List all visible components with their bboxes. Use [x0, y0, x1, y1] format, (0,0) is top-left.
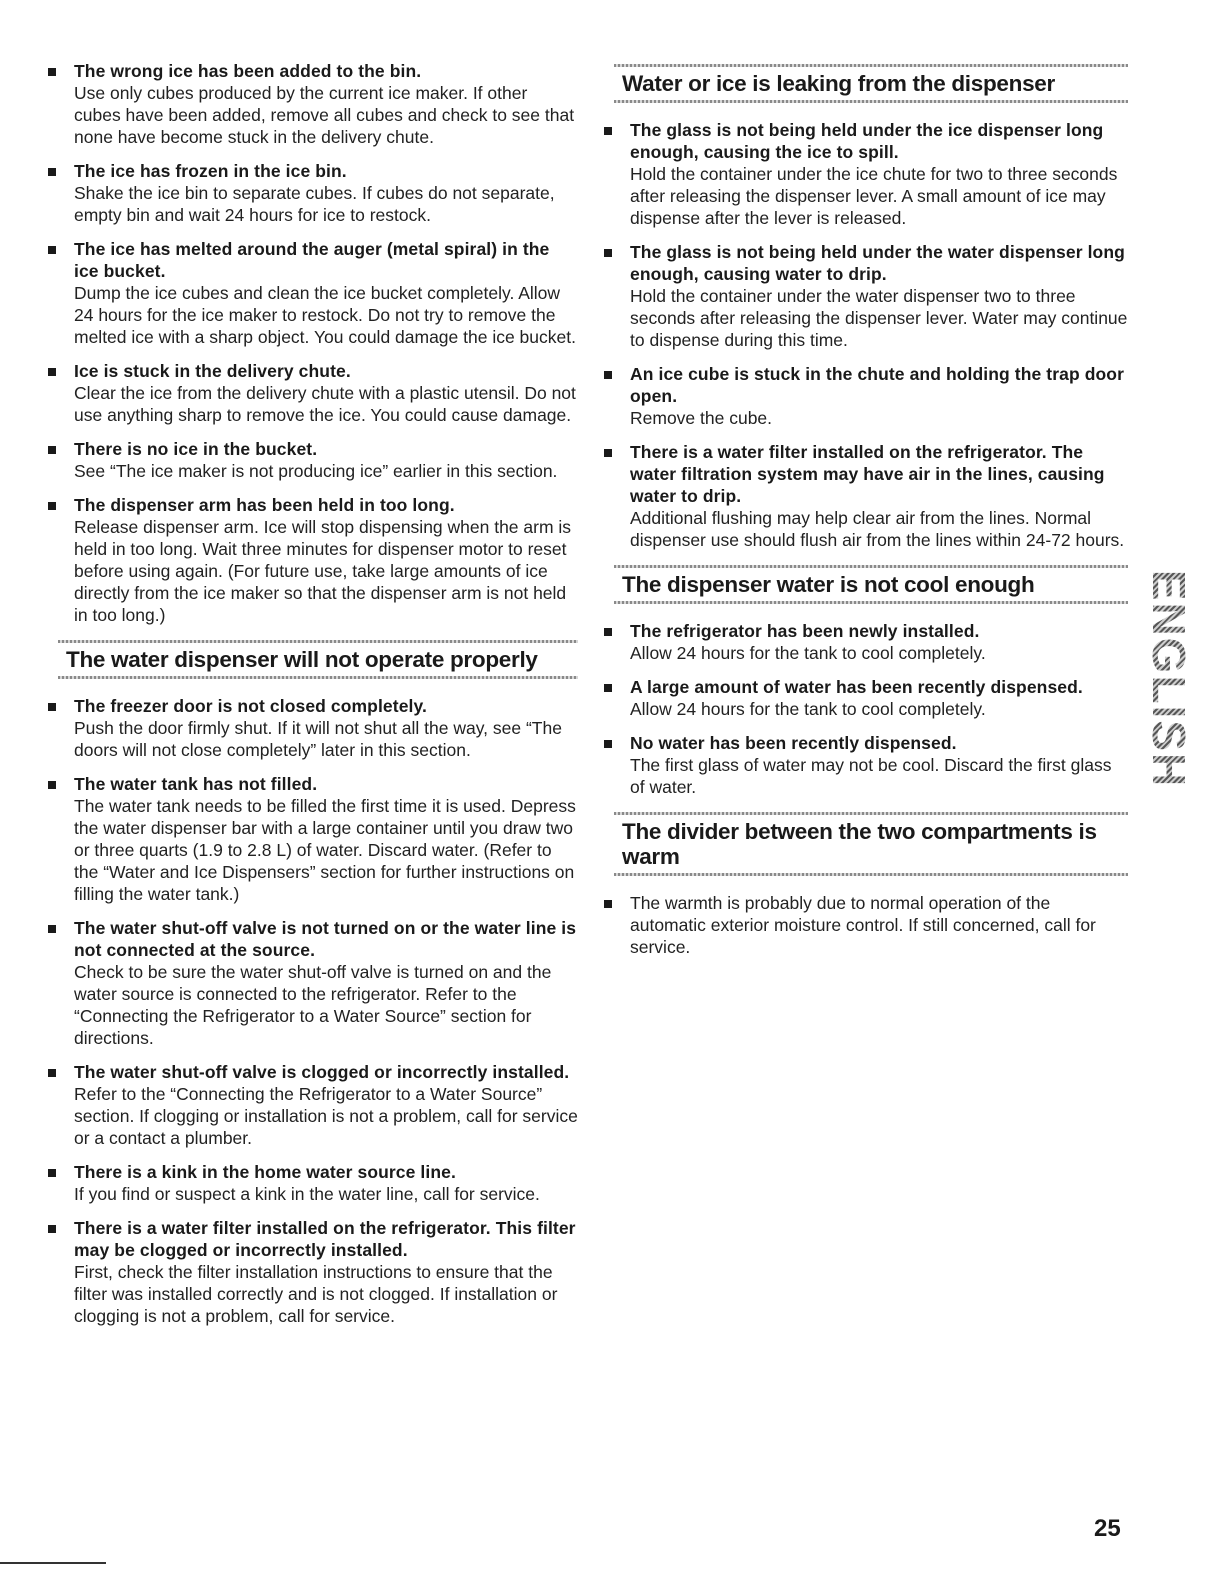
bullet-icon	[604, 449, 612, 457]
item-title: A large amount of water has been recently dispensed.	[630, 677, 1083, 697]
item-body: Hold the container under the ice chute for two to three seconds after releasing the dispenser lever. A small amount of ice may dispense after the lever is released.	[630, 164, 1118, 228]
item-title: There is no ice in the bucket.	[74, 439, 318, 459]
list-item	[48, 773, 578, 905]
section-header	[604, 64, 1128, 103]
section-header	[48, 640, 578, 679]
list-item	[604, 676, 1128, 720]
item-body: Refer to the “Connecting the Refrigerator to a Water Source” section. If clogging or installation is not a problem, call for service or a contact a plumber.	[74, 1084, 578, 1148]
list-item	[48, 60, 578, 148]
item-title: There is a water filter installed on the refrigerator. The water filtration system may have air in the lines, causing water to drip.	[630, 442, 1105, 506]
language-tab	[1143, 568, 1195, 790]
bullet-icon	[48, 446, 56, 454]
list-item	[48, 695, 578, 761]
bullet-icon	[604, 249, 612, 257]
list-item	[48, 438, 578, 482]
bullet-icon	[604, 127, 612, 135]
bullet-icon	[48, 925, 56, 933]
section-rule	[614, 100, 1128, 103]
item-body: Dump the ice cubes and clean the ice bucket completely. Allow 24 hours for the ice maker to restock. Do not try to remove the melted ice with a sharp object. You could damage the ice bucket.	[74, 283, 576, 347]
bullet-icon	[48, 68, 56, 76]
item-title: The water tank has not filled.	[74, 774, 318, 794]
bullet-icon	[48, 1225, 56, 1233]
item-body: See “The ice maker is not producing ice” earlier in this section.	[74, 461, 558, 481]
list-item	[48, 238, 578, 348]
bullet-icon	[604, 900, 612, 908]
bullet-icon	[48, 781, 56, 789]
item-title: Ice is stuck in the delivery chute.	[74, 361, 351, 381]
section-header	[604, 565, 1128, 604]
item-title: The water shut-off valve is clogged or incorrectly installed.	[74, 1062, 570, 1082]
item-body: Check to be sure the water shut-off valve is turned on and the water source is connected to the refrigerator. Refer to the “Connecting the Refrigerator to a Water Source” section for directions.	[74, 962, 552, 1048]
list-item	[604, 441, 1128, 551]
list-item	[604, 892, 1128, 958]
bullet-icon	[604, 371, 612, 379]
item-title: The glass is not being held under the water dispenser long enough, causing water to drip.	[630, 242, 1125, 284]
bullet-icon	[48, 502, 56, 510]
item-body: The first glass of water may not be cool. Discard the first glass of water.	[630, 755, 1112, 797]
list-item	[48, 1217, 578, 1327]
list-item	[48, 494, 578, 626]
section-title: The dispenser water is not cool enough	[622, 572, 1035, 597]
list-item	[604, 732, 1128, 798]
section-rule	[614, 873, 1128, 876]
section-title: The divider between the two compartments is warm	[622, 819, 1097, 869]
item-title: The ice has melted around the auger (metal spiral) in the ice bucket.	[74, 239, 550, 281]
list-item	[604, 620, 1128, 664]
item-title: No water has been recently dispensed.	[630, 733, 957, 753]
item-body: Shake the ice bin to separate cubes. If cubes do not separate, empty bin and wait 24 hours for ice to restock.	[74, 183, 555, 225]
language-tab-label: ENGLISH	[1143, 569, 1195, 789]
bullet-icon	[604, 740, 612, 748]
list-item	[48, 160, 578, 226]
bullet-icon	[48, 368, 56, 376]
right-column	[604, 64, 1128, 970]
section-rule	[614, 601, 1128, 604]
item-body: First, check the filter installation instructions to ensure that the filter was installed correctly and is not clogged. If installation or clogging is not a problem, call for service.	[74, 1262, 558, 1326]
list-item	[604, 363, 1128, 429]
list-item	[48, 1161, 578, 1205]
list-item	[604, 119, 1128, 229]
section-header	[604, 812, 1128, 876]
list-item	[48, 1061, 578, 1149]
item-title: The water shut-off valve is not turned on or the water line is not connected at the source.	[74, 918, 577, 960]
item-body: If you find or suspect a kink in the water line, call for service.	[74, 1184, 540, 1204]
item-body: Additional flushing may help clear air from the lines. Normal dispenser use should flush air from the lines within 24-72 hours.	[630, 508, 1125, 550]
bullet-icon	[48, 703, 56, 711]
bullet-icon	[604, 684, 612, 692]
bullet-icon	[48, 246, 56, 254]
item-body: Clear the ice from the delivery chute with a plastic utensil. Do not use anything sharp to remove the ice. You could cause damage.	[74, 383, 576, 425]
item-body: The water tank needs to be filled the first time it is used. Depress the water dispenser bar with a large container until you draw two or three quarts (1.9 to 2.8 L) of water. Discard water. (Refer to the “Water and Ice Dispensers” section for further instructions on filling the water tank.)	[74, 796, 576, 904]
left-column	[48, 60, 578, 1339]
item-body: Hold the container under the water dispenser two to three seconds after releasing the dispenser lever. Water may continue to dispense during this time.	[630, 286, 1128, 350]
item-title: The freezer door is not closed completely.	[74, 696, 427, 716]
item-title: The refrigerator has been newly installed.	[630, 621, 980, 641]
item-title: There is a water filter installed on the refrigerator. This filter may be clogged or incorrectly installed.	[74, 1218, 576, 1260]
item-body: Allow 24 hours for the tank to cool completely.	[630, 643, 986, 663]
item-title: The dispenser arm has been held in too long.	[74, 495, 455, 515]
item-body: Use only cubes produced by the current ice maker. If other cubes have been added, remove all cubes and check to see that none have become stuck in the delivery chute.	[74, 83, 575, 147]
list-item	[604, 241, 1128, 351]
section-title: The water dispenser will not operate properly	[66, 647, 538, 672]
item-body: Release dispenser arm. Ice will stop dispensing when the arm is held in too long. Wait three minutes for dispenser motor to reset before using again. (For future use, take large amounts of ice directly from the ice maker so that the dispenser arm is not held in too long.)	[74, 517, 572, 625]
item-title: An ice cube is stuck in the chute and holding the trap door open.	[630, 364, 1125, 406]
section-rule	[58, 676, 578, 679]
footer-rule	[0, 1562, 106, 1564]
item-title: There is a kink in the home water source line.	[74, 1162, 456, 1182]
bullet-icon	[48, 1069, 56, 1077]
bullet-icon	[48, 168, 56, 176]
bullet-icon	[604, 628, 612, 636]
bullet-icon	[48, 1169, 56, 1177]
item-title: The wrong ice has been added to the bin.	[74, 61, 422, 81]
item-title: The ice has frozen in the ice bin.	[74, 161, 347, 181]
list-item	[48, 917, 578, 1049]
item-body: Push the door firmly shut. If it will not shut all the way, see “The doors will not close completely” later in this section.	[74, 718, 562, 760]
section-title: Water or ice is leaking from the dispenser	[622, 71, 1055, 96]
item-body: Allow 24 hours for the tank to cool completely.	[630, 699, 986, 719]
list-item	[48, 360, 578, 426]
page-number: 25	[1094, 1515, 1121, 1542]
item-title: The glass is not being held under the ice dispenser long enough, causing the ice to spill.	[630, 120, 1104, 162]
item-body: The warmth is probably due to normal operation of the automatic exterior moisture control. If still concerned, call for service.	[630, 893, 1096, 957]
item-body: Remove the cube.	[630, 408, 773, 428]
